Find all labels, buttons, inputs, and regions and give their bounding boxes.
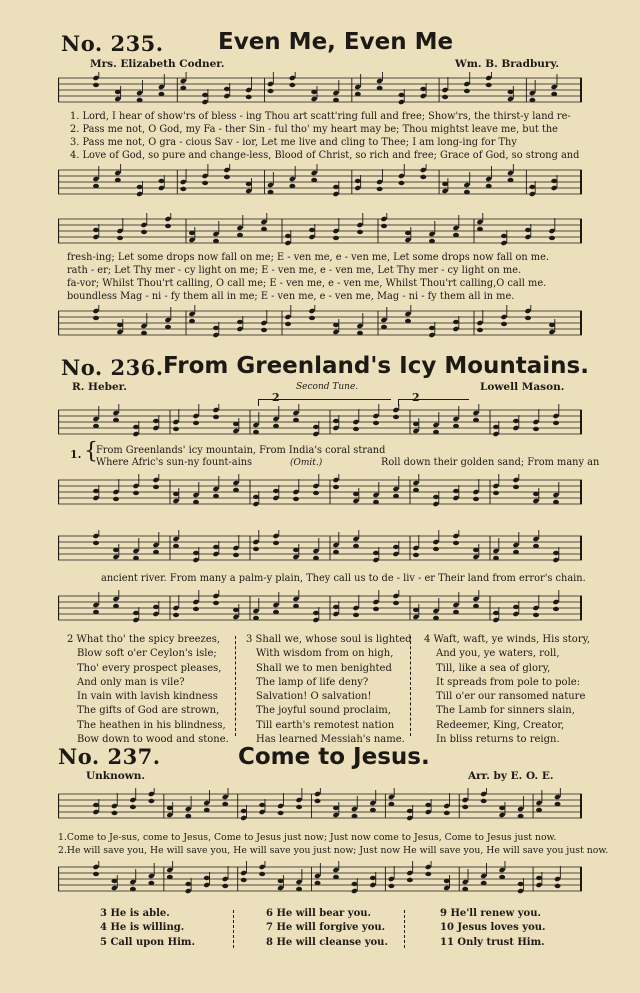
verse-line: And only man is vile? xyxy=(77,676,185,688)
treble-staff xyxy=(58,788,582,824)
verse-line: The heathen in his blindness, xyxy=(77,719,226,731)
hymn-number: No. 237. xyxy=(58,744,161,769)
stanza-line: 10 Jesus loves you. xyxy=(440,922,546,934)
stanza-list xyxy=(440,907,546,950)
bass-staff xyxy=(58,590,582,626)
brace: { xyxy=(84,439,98,464)
verse-line: And you, ye waters, roll, xyxy=(436,648,560,660)
verse-line: The Lamb for sinners slain, xyxy=(436,705,575,717)
verse-line: In vain with lavish kindness xyxy=(77,691,218,703)
music-credit: Arr. by E. O. E. xyxy=(468,770,554,782)
stanza-line: 5 Call upon Him. xyxy=(100,936,195,948)
music-credit: Lowell Mason. xyxy=(480,381,565,393)
verse-line: Till, like a sea of glory, xyxy=(436,662,551,674)
treble-staff xyxy=(58,213,582,249)
bass-staff xyxy=(58,861,582,897)
verse-block xyxy=(246,633,412,747)
verse-number: 1. xyxy=(70,448,82,461)
stanza-line: 9 He'll renew you. xyxy=(440,908,541,919)
lyric-line: 4. Love of God, so pure and change-less, Blood of Christ, so rich and free; Grace of God, so strong and xyxy=(70,150,580,161)
stanza-line: 11 Only trust Him. xyxy=(440,936,545,948)
music-credit: Wm. B. Bradbury. xyxy=(455,58,560,70)
lyric-line: boundless Mag - ni - fy them all in me; E - ven me, e - ven me, Mag - ni - fy them all in me. xyxy=(67,291,515,302)
treble-staff xyxy=(58,530,582,566)
verse-line: Redeemer, King, Creator, xyxy=(436,719,565,731)
verse-line: 3 Shall we, whose soul is lighted xyxy=(246,634,412,645)
hymn-number: No. 235. xyxy=(61,31,164,56)
verse-line: The gifts of God are strown, xyxy=(77,705,220,717)
verse-line: 2 What tho' the spicy breezes, xyxy=(67,634,221,645)
verse-line: Till o'er our ransomed nature xyxy=(436,691,586,703)
bass-staff xyxy=(58,164,582,200)
stanza-list xyxy=(100,907,195,950)
omit-mark: (Omit.) xyxy=(290,458,323,468)
words-credit: R. Heber. xyxy=(72,381,127,393)
volta-number: 2 xyxy=(272,391,280,404)
stanza-line: 6 He will bear you. xyxy=(266,908,372,919)
verse-line: The joyful sound proclaim, xyxy=(256,705,391,717)
verse-line: Bow down to wood and stone. xyxy=(77,734,229,746)
stanza-line: 4 He is willing. xyxy=(100,922,185,934)
lyric-line: 1.Come to Je-sus, come to Jesus, Come to Jesus just now; Just now come to Jesus, Come to Jesus just now. xyxy=(58,832,557,843)
treble-staff xyxy=(58,404,582,440)
words-credit: Unknown. xyxy=(86,770,146,782)
lyric-line: Roll down their golden sand; From many an xyxy=(381,457,600,468)
lyric-line: 1. Lord, I hear of show'rs of bless - ing Thou art scatt'ring full and free; Show'rs, the thirst-y land re- xyxy=(70,111,571,122)
verse-line: Has learned Messiah's name. xyxy=(256,734,405,746)
column-divider xyxy=(410,636,411,736)
column-divider xyxy=(404,910,405,948)
verse-line: The lamp of life deny? xyxy=(256,676,369,688)
verse-block xyxy=(424,633,590,747)
lyric-line: 2.He will save you, He will save you, He will save you just now; Just now He will save you, He will save you just now. xyxy=(58,845,609,856)
verse-line: Blow soft o'er Ceylon's isle; xyxy=(77,648,217,660)
bass-staff xyxy=(58,474,582,510)
verse-line: With wisdom from on high, xyxy=(256,648,394,660)
volta-number: 2 xyxy=(412,391,420,404)
hymn-title: Even Me, Even Me xyxy=(218,29,454,55)
words-credit: Mrs. Elizabeth Codner. xyxy=(90,58,225,70)
verse-block xyxy=(67,633,229,747)
lyric-line: 2. Pass me not, O God, my Fa - ther Sin - ful tho' my heart may be; Thou mightst leave me, but the xyxy=(70,124,558,135)
lyric-line: Where Afric's sun-ny fount-ains xyxy=(96,457,253,468)
verse-line: It spreads from pole to pole: xyxy=(436,676,581,688)
verse-line: Salvation! O salvation! xyxy=(256,691,372,703)
hymn-title: From Greenland's Icy Mountains. xyxy=(163,353,589,379)
stanza-line: 3 He is able. xyxy=(100,908,170,919)
second-tune-label: Second Tune. xyxy=(296,382,359,392)
verse-line: Shall we to men benighted xyxy=(256,662,392,674)
lyric-line: From Greenlands' icy mountain, From India's coral strand xyxy=(96,445,386,456)
bass-staff xyxy=(58,305,582,341)
lyric-line: ancient river. From many a palm-y plain, They call us to de - liv - er Their land from error's chain. xyxy=(101,573,586,584)
lyric-line: 3. Pass me not, O gra - cious Sav - ior, Let me live and cling to Thee; I am long-ing for Thy xyxy=(70,137,517,148)
stanza-line: 8 He will cleanse you. xyxy=(266,936,388,948)
treble-staff xyxy=(58,72,582,108)
stanza-line: 7 He will forgive you. xyxy=(266,922,386,934)
lyric-line: fresh-ing; Let some drops now fall on me; E - ven me, e - ven me, Let some drops now fall on me. xyxy=(67,252,550,263)
hymn-title: Come to Jesus. xyxy=(238,744,430,770)
column-divider xyxy=(233,910,234,948)
verse-line: Tho' every prospect pleases, xyxy=(77,662,222,674)
column-divider xyxy=(235,636,236,736)
lyric-line: rath - er; Let Thy mer - cy light on me; E - ven me, e - ven me, Let Thy mer - cy light on me. xyxy=(67,265,522,276)
verse-line: 4 Waft, waft, ye winds, His story, xyxy=(424,634,591,645)
lyric-line: fa-vor; Whilst Thou'rt calling, O call me; E - ven me, e - ven me, Whilst Thou'rt calling,O call me. xyxy=(67,278,547,289)
verse-line: Till earth's remotest nation xyxy=(256,719,395,731)
verse-line: In bliss returns to reign. xyxy=(436,734,560,746)
hymn-number: No. 236. xyxy=(61,355,164,380)
stanza-list xyxy=(266,907,388,950)
